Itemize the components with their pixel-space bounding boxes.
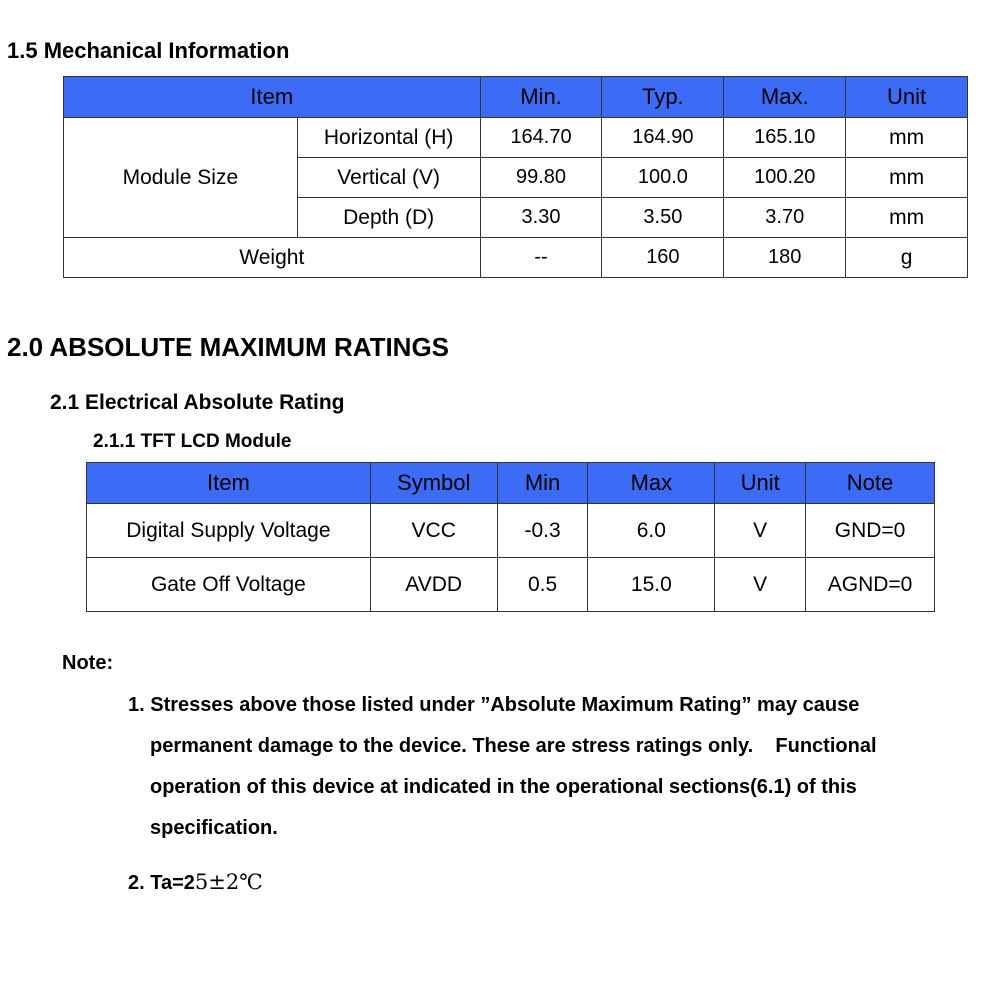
mechanical-info-table bbox=[63, 76, 968, 278]
header-typ: Typ. bbox=[602, 77, 724, 118]
header-unit: Unit bbox=[846, 77, 968, 118]
note-2-prefix: 2. Ta=2 bbox=[128, 872, 195, 894]
cell-item: Gate Off Voltage bbox=[87, 558, 371, 612]
cell-min: -0.3 bbox=[497, 504, 588, 558]
cell-min: 164.70 bbox=[480, 118, 602, 158]
subsection-heading-electrical: 2.1 Electrical Absolute Rating bbox=[50, 391, 345, 414]
table-row bbox=[64, 118, 968, 158]
cell-symbol: VCC bbox=[370, 504, 497, 558]
cell-unit: mm bbox=[846, 158, 968, 198]
cell-unit: mm bbox=[846, 198, 968, 238]
table-header-row bbox=[64, 77, 968, 118]
cell-max: 180 bbox=[724, 238, 846, 278]
weight-label: Weight bbox=[64, 238, 481, 278]
header-note: Note bbox=[806, 463, 935, 504]
cell-typ: 164.90 bbox=[602, 118, 724, 158]
cell-unit: V bbox=[715, 504, 806, 558]
cell-max: 15.0 bbox=[588, 558, 715, 612]
table-row bbox=[87, 504, 935, 558]
cell-note: AGND=0 bbox=[806, 558, 935, 612]
note-1-line: operation of this device at indicated in the operational sections(6.1) of this bbox=[150, 776, 857, 798]
header-item: Item bbox=[64, 77, 481, 118]
module-size-label: Module Size bbox=[64, 118, 298, 238]
header-symbol: Symbol bbox=[370, 463, 497, 504]
note-1-line: permanent damage to the device. These are stress ratings only. Functional bbox=[150, 735, 877, 757]
header-item: Item bbox=[87, 463, 371, 504]
header-max: Max bbox=[588, 463, 715, 504]
note-1-line: specification. bbox=[150, 817, 278, 839]
cell-min: 3.30 bbox=[480, 198, 602, 238]
subsection-heading-module: 2.1.1 TFT LCD Module bbox=[93, 431, 292, 452]
section-heading-ratings: 2.0 ABSOLUTE MAXIMUM RATINGS bbox=[7, 332, 450, 362]
cell-max: 3.70 bbox=[724, 198, 846, 238]
cell-unit: V bbox=[715, 558, 806, 612]
header-min: Min. bbox=[480, 77, 602, 118]
section-heading-mechanical: 1.5 Mechanical Information bbox=[7, 38, 290, 63]
cell-min: -- bbox=[480, 238, 602, 278]
header-min: Min bbox=[497, 463, 588, 504]
cell-min: 99.80 bbox=[480, 158, 602, 198]
cell-typ: 100.0 bbox=[602, 158, 724, 198]
header-max: Max. bbox=[724, 77, 846, 118]
note-2 bbox=[128, 870, 263, 895]
note-1-line: 1. Stresses above those listed under ”Absolute Maximum Rating” may cause bbox=[128, 694, 860, 716]
row-sub-label: Vertical (V) bbox=[297, 158, 480, 198]
electrical-rating-table bbox=[86, 462, 935, 612]
cell-unit: mm bbox=[846, 118, 968, 158]
table-row bbox=[87, 558, 935, 612]
cell-unit: g bbox=[846, 238, 968, 278]
note-2-temperature: 5±2℃ bbox=[194, 870, 263, 894]
cell-max: 100.20 bbox=[724, 158, 846, 198]
cell-item: Digital Supply Voltage bbox=[87, 504, 371, 558]
table-header-row bbox=[87, 463, 935, 504]
cell-symbol: AVDD bbox=[370, 558, 497, 612]
table-row bbox=[64, 238, 968, 278]
row-sub-label: Depth (D) bbox=[297, 198, 480, 238]
row-sub-label: Horizontal (H) bbox=[297, 118, 480, 158]
note-label: Note: bbox=[62, 652, 114, 674]
cell-note: GND=0 bbox=[806, 504, 935, 558]
cell-min: 0.5 bbox=[497, 558, 588, 612]
cell-typ: 3.50 bbox=[602, 198, 724, 238]
cell-max: 165.10 bbox=[724, 118, 846, 158]
cell-typ: 160 bbox=[602, 238, 724, 278]
header-unit: Unit bbox=[715, 463, 806, 504]
cell-max: 6.0 bbox=[588, 504, 715, 558]
